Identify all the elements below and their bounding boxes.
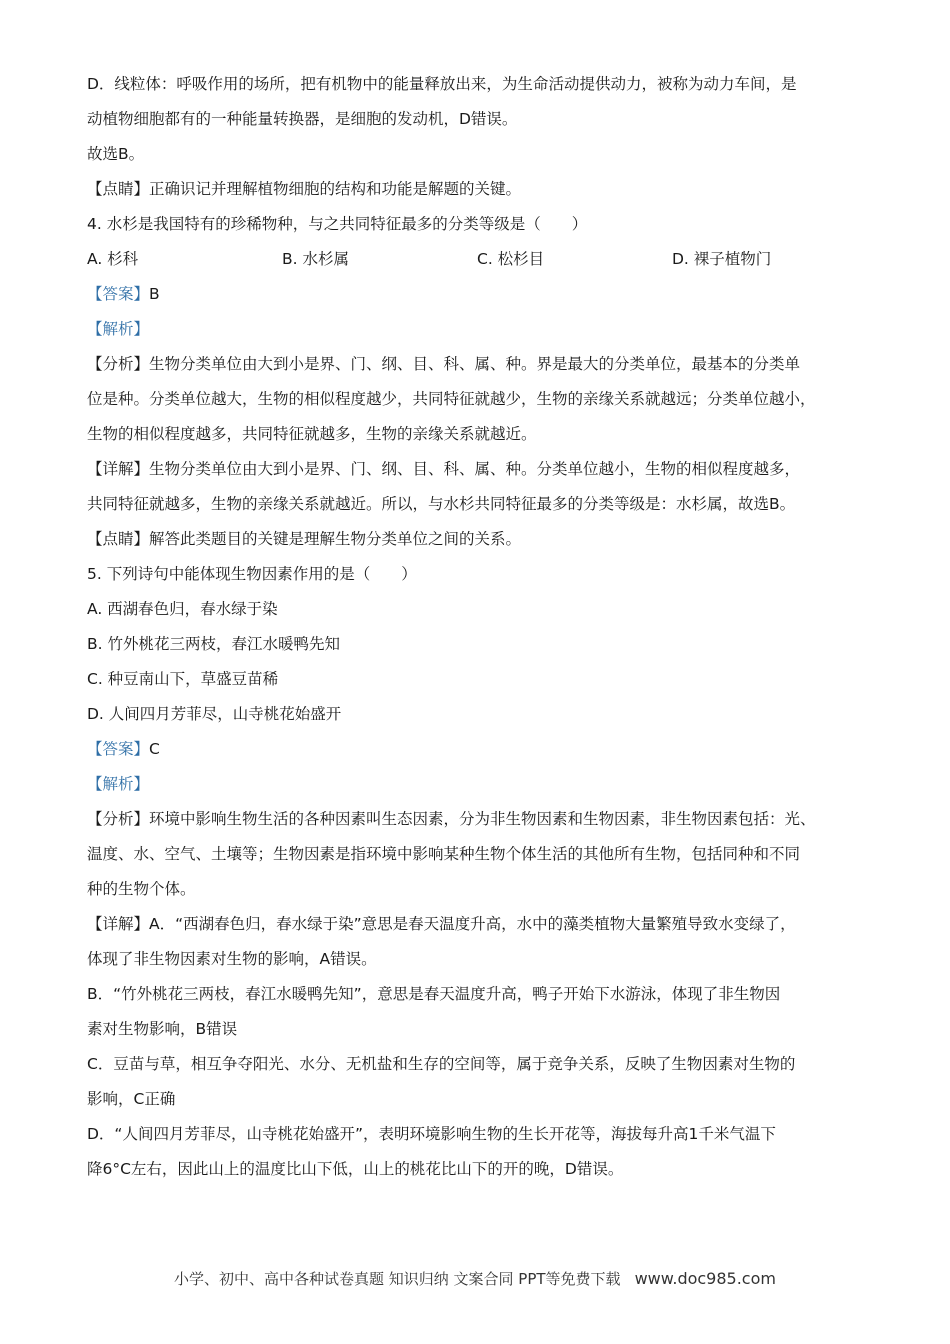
footer-text: 小学、初中、高中各种试卷真题 知识归纳 文案合同 PPT等免费下载 — [174, 1270, 621, 1288]
option-d: D. 裸子植物门 — [672, 250, 772, 268]
text-line: 故选B。 — [87, 145, 145, 163]
text-line: 生物的相似程度越多，共同特征就越多，生物的亲缘关系就越近。 — [87, 425, 537, 443]
text-line: 动植物细胞都有的一种能量转换器，是细胞的发动机，D错误。 — [87, 110, 518, 128]
text-line: 位是种。分类单位越大，生物的相似程度越少，共同特征就越少，生物的亲缘关系就越远；分类单位越小， — [87, 390, 816, 408]
option-a: A. 杉科 — [87, 250, 139, 268]
question-4: 4. 水杉是我国特有的珍稀物种，与之共同特征最多的分类等级是（ ） — [87, 215, 588, 233]
option-b: B. 竹外桃花三两枝，春江水暖鸭先知 — [87, 635, 340, 653]
answer-line — [87, 737, 887, 762]
text-line: 体现了非生物因素对生物的影响，A错误。 — [87, 950, 377, 968]
text-line: D．“人间四月芳菲尽，山寺桃花始盛开”，表明环境影响生物的生长开花等，海拔每升高1千米气温下 — [87, 1125, 776, 1143]
text-line: 【点睛】正确识记并理解植物细胞的结构和功能是解题的关键。 — [87, 180, 522, 198]
text-line: 【点睛】解答此类题目的关键是理解生物分类单位之间的关系。 — [87, 530, 522, 548]
analysis-tag: 【解析】 — [87, 775, 150, 793]
answer-line — [87, 282, 887, 307]
option-d: D. 人间四月芳菲尽，山寺桃花始盛开 — [87, 705, 342, 723]
answer-tag: 【答案】 — [87, 740, 150, 758]
footer-link[interactable]: www.doc985.com — [634, 1269, 776, 1288]
text-line: 共同特征就越多，生物的亲缘关系就越近。所以，与水杉共同特征最多的分类等级是：水杉属，故选B。 — [87, 495, 796, 513]
answer-value: B — [149, 285, 160, 303]
text-line: 【分析】生物分类单位由大到小是界、门、纲、目、科、属、种。界是最大的分类单位，最基本的分类单 — [87, 355, 801, 373]
document-body — [87, 72, 887, 1192]
option-c: C. 种豆南山下，草盛豆苗稀 — [87, 670, 279, 688]
option-a: A. 西湖春色归，春水绿于染 — [87, 600, 278, 618]
text-line: 温度、水、空气、土壤等；生物因素是指环境中影响某种生物个体生活的其他所有生物，包括同种和不同 — [87, 845, 801, 863]
text-line: 种的生物个体。 — [87, 880, 196, 898]
analysis-tag: 【解析】 — [87, 320, 150, 338]
question-5: 5. 下列诗句中能体现生物因素作用的是（ ） — [87, 565, 417, 583]
option-c: C. 松杉目 — [477, 250, 545, 268]
text-line: C．豆苗与草，相互争夺阳光、水分、无机盐和生存的空间等，属于竞争关系，反映了生物因素对生物的 — [87, 1055, 796, 1073]
text-line: 素对生物影响，B错误 — [87, 1020, 238, 1038]
page-footer — [0, 1268, 950, 1289]
text-line: B．“竹外桃花三两枝，春江水暖鸭先知”，意思是春天温度升高，鸭子开始下水游泳，体现了非生物因 — [87, 985, 781, 1003]
text-line: 【分析】环境中影响生物生活的各种因素叫生态因素，分为非生物因素和生物因素，非生物因素包括：光、 — [87, 810, 816, 828]
text-line: 【详解】A．“西湖春色归，春水绿于染”意思是春天温度升高，水中的藻类植物大量繁殖导致水变绿了， — [87, 915, 796, 933]
option-b: B. 水杉属 — [282, 250, 349, 268]
text-line: 降6°C左右，因此山上的温度比山下低，山上的桃花比山下的开的晚，D错误。 — [87, 1160, 624, 1178]
question-4-options — [87, 247, 887, 272]
text-line: D．线粒体：呼吸作用的场所，把有机物中的能量释放出来，为生命活动提供动力，被称为动力车间，是 — [87, 75, 797, 93]
answer-value: C — [149, 740, 160, 758]
text-line: 【详解】生物分类单位由大到小是界、门、纲、目、科、属、种。分类单位越小，生物的相似程度越多， — [87, 460, 801, 478]
answer-tag: 【答案】 — [87, 285, 150, 303]
text-line: 影响，C正确 — [87, 1090, 176, 1108]
